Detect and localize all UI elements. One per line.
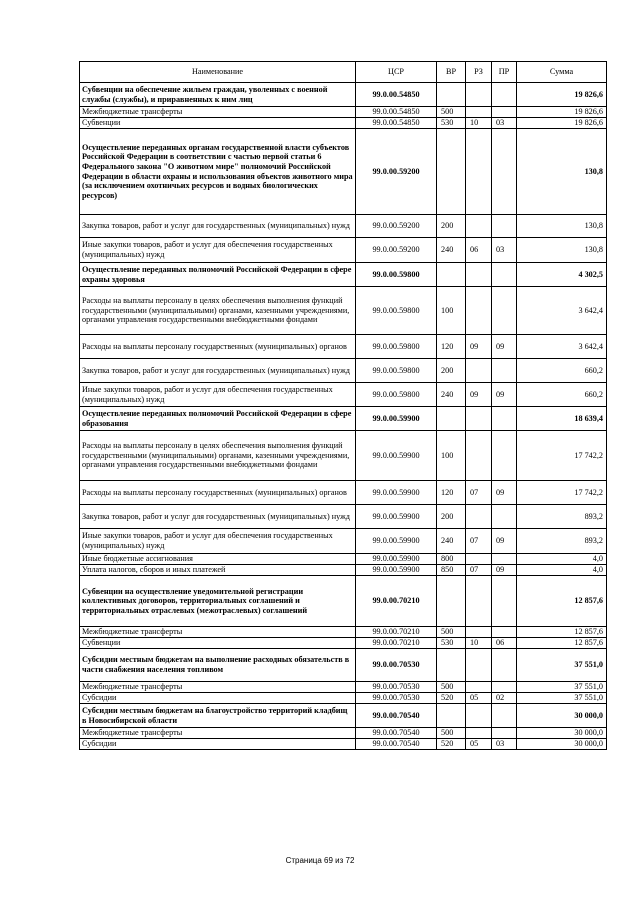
row-name-cell: Субвенции на обеспечение жильем граждан, уволенных с военной службы (службы), и приравненных к ним лиц [80, 83, 356, 107]
row-rz-cell: 05 [466, 693, 492, 704]
budget-table [79, 61, 607, 750]
row-pr-cell: 02 [492, 693, 517, 704]
table-row [80, 505, 607, 529]
row-pr-cell [492, 649, 517, 682]
row-sum-cell: 893,2 [517, 529, 607, 554]
row-vr-cell: 100 [437, 431, 466, 481]
row-name-cell: Субсидии [80, 739, 356, 750]
row-sum-cell: 30 000,0 [517, 739, 607, 750]
row-csr-cell: 99.0.00.70530 [356, 693, 437, 704]
row-rz-cell: 07 [466, 481, 492, 505]
row-csr-cell: 99.0.00.59900 [356, 554, 437, 565]
row-rz-cell: 10 [466, 638, 492, 649]
row-rz-cell [466, 704, 492, 728]
row-rz-cell [466, 505, 492, 529]
row-vr-cell: 240 [437, 529, 466, 554]
row-sum-cell: 12 857,6 [517, 638, 607, 649]
row-name-cell: Межбюджетные трансферты [80, 107, 356, 118]
row-csr-cell: 99.0.00.59800 [356, 335, 437, 359]
row-rz-cell [466, 554, 492, 565]
row-vr-cell: 240 [437, 238, 466, 263]
row-vr-cell [437, 129, 466, 215]
row-csr-cell: 99.0.00.54850 [356, 118, 437, 129]
page-number: Страница 69 из 72 [285, 856, 355, 865]
header-rz: РЗ [466, 62, 492, 83]
row-sum-cell: 17 742,2 [517, 481, 607, 505]
row-sum-cell: 660,2 [517, 359, 607, 383]
table-row [80, 407, 607, 431]
row-rz-cell [466, 728, 492, 739]
table-body [80, 83, 607, 750]
row-rz-cell: 05 [466, 739, 492, 750]
row-sum-cell: 3 642,4 [517, 287, 607, 335]
row-rz-cell: 07 [466, 565, 492, 576]
table-row [80, 576, 607, 627]
row-vr-cell: 520 [437, 739, 466, 750]
row-csr-cell: 99.0.00.59200 [356, 215, 437, 238]
row-name-cell: Субвенции [80, 118, 356, 129]
row-rz-cell [466, 107, 492, 118]
row-vr-cell [437, 576, 466, 627]
table-row [80, 682, 607, 693]
row-csr-cell: 99.0.00.59800 [356, 359, 437, 383]
row-name-cell: Межбюджетные трансферты [80, 728, 356, 739]
row-pr-cell [492, 359, 517, 383]
row-pr-cell: 09 [492, 383, 517, 407]
row-pr-cell: 06 [492, 638, 517, 649]
table-row [80, 238, 607, 263]
header-name: Наименование [80, 62, 356, 83]
row-sum-cell: 17 742,2 [517, 431, 607, 481]
table-row [80, 649, 607, 682]
row-sum-cell: 37 551,0 [517, 693, 607, 704]
row-sum-cell: 4,0 [517, 554, 607, 565]
row-rz-cell: 07 [466, 529, 492, 554]
table-row [80, 287, 607, 335]
row-vr-cell: 530 [437, 638, 466, 649]
row-csr-cell: 99.0.00.70210 [356, 576, 437, 627]
row-csr-cell: 99.0.00.70540 [356, 739, 437, 750]
row-csr-cell: 99.0.00.70530 [356, 682, 437, 693]
row-pr-cell [492, 682, 517, 693]
row-csr-cell: 99.0.00.59900 [356, 481, 437, 505]
table-row [80, 359, 607, 383]
header-sum: Сумма [517, 62, 607, 83]
row-pr-cell [492, 215, 517, 238]
table-row [80, 638, 607, 649]
row-vr-cell: 120 [437, 335, 466, 359]
row-name-cell: Осуществление переданных полномочий Российской Федерации в сфере образования [80, 407, 356, 431]
row-rz-cell [466, 576, 492, 627]
row-sum-cell: 3 642,4 [517, 335, 607, 359]
row-vr-cell: 200 [437, 359, 466, 383]
row-vr-cell: 200 [437, 505, 466, 529]
row-sum-cell: 12 857,6 [517, 627, 607, 638]
row-name-cell: Иные бюджетные ассигнования [80, 554, 356, 565]
row-pr-cell: 03 [492, 118, 517, 129]
row-csr-cell: 99.0.00.59800 [356, 383, 437, 407]
row-name-cell: Осуществление переданных органам государственной власти субъектов Российской Федерации в соответствии с частью первой статьи 6 Федерального закона "О животном мире" полномочий Российской Федерации в области охраны и использования объектов животного мира (за исключением охотничьих ресурсов и водных биологических ресурсов) [80, 129, 356, 215]
row-rz-cell [466, 649, 492, 682]
row-rz-cell: 10 [466, 118, 492, 129]
row-pr-cell [492, 704, 517, 728]
table-row [80, 129, 607, 215]
row-sum-cell: 19 826,6 [517, 83, 607, 107]
table-row [80, 107, 607, 118]
row-name-cell: Закупка товаров, работ и услуг для государственных (муниципальных) нужд [80, 505, 356, 529]
row-vr-cell [437, 83, 466, 107]
table-row [80, 728, 607, 739]
row-rz-cell [466, 359, 492, 383]
row-name-cell: Межбюджетные трансферты [80, 682, 356, 693]
row-name-cell: Иные закупки товаров, работ и услуг для обеспечения государственных (муниципальных) нужд [80, 238, 356, 263]
row-sum-cell: 19 826,6 [517, 118, 607, 129]
row-sum-cell: 18 639,4 [517, 407, 607, 431]
table-header-row [80, 62, 607, 83]
row-name-cell: Субсидии местным бюджетам на благоустройство территорий кладбищ в Новосибирской области [80, 704, 356, 728]
row-rz-cell: 09 [466, 335, 492, 359]
row-name-cell: Закупка товаров, работ и услуг для государственных (муниципальных) нужд [80, 359, 356, 383]
row-pr-cell [492, 107, 517, 118]
row-pr-cell: 03 [492, 739, 517, 750]
row-name-cell: Иные закупки товаров, работ и услуг для обеспечения государственных (муниципальных) нужд [80, 529, 356, 554]
row-pr-cell [492, 505, 517, 529]
table-row [80, 529, 607, 554]
header-pr: ПР [492, 62, 517, 83]
table-row [80, 263, 607, 287]
row-csr-cell: 99.0.00.59900 [356, 565, 437, 576]
row-vr-cell: 800 [437, 554, 466, 565]
row-pr-cell: 09 [492, 529, 517, 554]
row-vr-cell [437, 407, 466, 431]
row-csr-cell: 99.0.00.54850 [356, 107, 437, 118]
header-csr: ЦСР [356, 62, 437, 83]
table-row [80, 431, 607, 481]
row-pr-cell [492, 263, 517, 287]
row-csr-cell: 99.0.00.59900 [356, 431, 437, 481]
row-pr-cell: 09 [492, 565, 517, 576]
row-name-cell: Закупка товаров, работ и услуг для государственных (муниципальных) нужд [80, 215, 356, 238]
row-csr-cell: 99.0.00.59900 [356, 407, 437, 431]
row-sum-cell: 130,8 [517, 129, 607, 215]
table-row [80, 383, 607, 407]
row-pr-cell [492, 407, 517, 431]
row-rz-cell [466, 83, 492, 107]
row-name-cell: Расходы на выплаты персоналу в целях обеспечения выполнения функций государственными (муниципальными) органами, казенными учреждениями, органами управления государственными внебюджетными фондами [80, 431, 356, 481]
row-pr-cell: 03 [492, 238, 517, 263]
row-vr-cell: 500 [437, 682, 466, 693]
row-sum-cell: 30 000,0 [517, 704, 607, 728]
row-vr-cell: 240 [437, 383, 466, 407]
row-sum-cell: 660,2 [517, 383, 607, 407]
row-vr-cell [437, 649, 466, 682]
row-vr-cell: 200 [437, 215, 466, 238]
row-name-cell: Уплата налогов, сборов и иных платежей [80, 565, 356, 576]
row-name-cell: Расходы на выплаты персоналу государственных (муниципальных) органов [80, 481, 356, 505]
row-sum-cell: 893,2 [517, 505, 607, 529]
row-rz-cell: 06 [466, 238, 492, 263]
row-pr-cell [492, 83, 517, 107]
row-rz-cell [466, 682, 492, 693]
row-vr-cell: 500 [437, 728, 466, 739]
row-rz-cell [466, 263, 492, 287]
row-vr-cell: 850 [437, 565, 466, 576]
row-name-cell: Межбюджетные трансферты [80, 627, 356, 638]
row-pr-cell: 09 [492, 335, 517, 359]
row-vr-cell: 500 [437, 107, 466, 118]
row-sum-cell: 4 302,5 [517, 263, 607, 287]
row-name-cell: Субвенции на осуществление уведомительной регистрации коллективных договоров, территориальных соглашений и территориальных отраслевых (межотраслевых) соглашений [80, 576, 356, 627]
table-row [80, 627, 607, 638]
row-vr-cell [437, 704, 466, 728]
row-sum-cell: 4,0 [517, 565, 607, 576]
table-row [80, 693, 607, 704]
row-name-cell: Субсидии [80, 693, 356, 704]
table-row [80, 565, 607, 576]
row-rz-cell [466, 287, 492, 335]
row-name-cell: Расходы на выплаты персоналу в целях обеспечения выполнения функций государственными (муниципальными) органами, казенными учреждениями, органами управления государственными внебюджетными фондами [80, 287, 356, 335]
row-vr-cell: 120 [437, 481, 466, 505]
row-pr-cell: 09 [492, 481, 517, 505]
row-pr-cell [492, 431, 517, 481]
row-name-cell: Субвенции [80, 638, 356, 649]
row-csr-cell: 99.0.00.54850 [356, 83, 437, 107]
row-vr-cell [437, 263, 466, 287]
row-csr-cell: 99.0.00.59200 [356, 129, 437, 215]
row-pr-cell [492, 287, 517, 335]
row-csr-cell: 99.0.00.70530 [356, 649, 437, 682]
table-row [80, 83, 607, 107]
table-row [80, 335, 607, 359]
row-rz-cell [466, 129, 492, 215]
table-row [80, 118, 607, 129]
row-vr-cell: 500 [437, 627, 466, 638]
row-csr-cell: 99.0.00.59900 [356, 505, 437, 529]
row-csr-cell: 99.0.00.70210 [356, 627, 437, 638]
row-csr-cell: 99.0.00.70210 [356, 638, 437, 649]
row-pr-cell [492, 627, 517, 638]
row-vr-cell: 520 [437, 693, 466, 704]
row-pr-cell [492, 576, 517, 627]
row-csr-cell: 99.0.00.59800 [356, 263, 437, 287]
table-row [80, 481, 607, 505]
row-sum-cell: 30 000,0 [517, 728, 607, 739]
row-csr-cell: 99.0.00.59900 [356, 529, 437, 554]
row-csr-cell: 99.0.00.70540 [356, 704, 437, 728]
table-row [80, 704, 607, 728]
row-pr-cell [492, 554, 517, 565]
row-csr-cell: 99.0.00.59200 [356, 238, 437, 263]
row-rz-cell [466, 431, 492, 481]
row-sum-cell: 12 857,6 [517, 576, 607, 627]
table-row [80, 554, 607, 565]
table-row [80, 215, 607, 238]
row-name-cell: Расходы на выплаты персоналу государственных (муниципальных) органов [80, 335, 356, 359]
row-rz-cell: 09 [466, 383, 492, 407]
row-csr-cell: 99.0.00.70540 [356, 728, 437, 739]
row-rz-cell [466, 407, 492, 431]
row-rz-cell [466, 627, 492, 638]
row-name-cell: Субсидии местным бюджетам на выполнение расходных обязательств в части снабжения населения топливом [80, 649, 356, 682]
row-pr-cell [492, 728, 517, 739]
row-vr-cell: 530 [437, 118, 466, 129]
row-vr-cell: 100 [437, 287, 466, 335]
row-sum-cell: 130,8 [517, 215, 607, 238]
row-sum-cell: 37 551,0 [517, 649, 607, 682]
table-row [80, 739, 607, 750]
row-csr-cell: 99.0.00.59800 [356, 287, 437, 335]
row-sum-cell: 19 826,6 [517, 107, 607, 118]
header-vr: ВР [437, 62, 466, 83]
row-sum-cell: 37 551,0 [517, 682, 607, 693]
row-sum-cell: 130,8 [517, 238, 607, 263]
row-rz-cell [466, 215, 492, 238]
row-name-cell: Иные закупки товаров, работ и услуг для обеспечения государственных (муниципальных) нужд [80, 383, 356, 407]
row-pr-cell [492, 129, 517, 215]
row-name-cell: Осуществление переданных полномочий Российской Федерации в сфере охраны здоровья [80, 263, 356, 287]
